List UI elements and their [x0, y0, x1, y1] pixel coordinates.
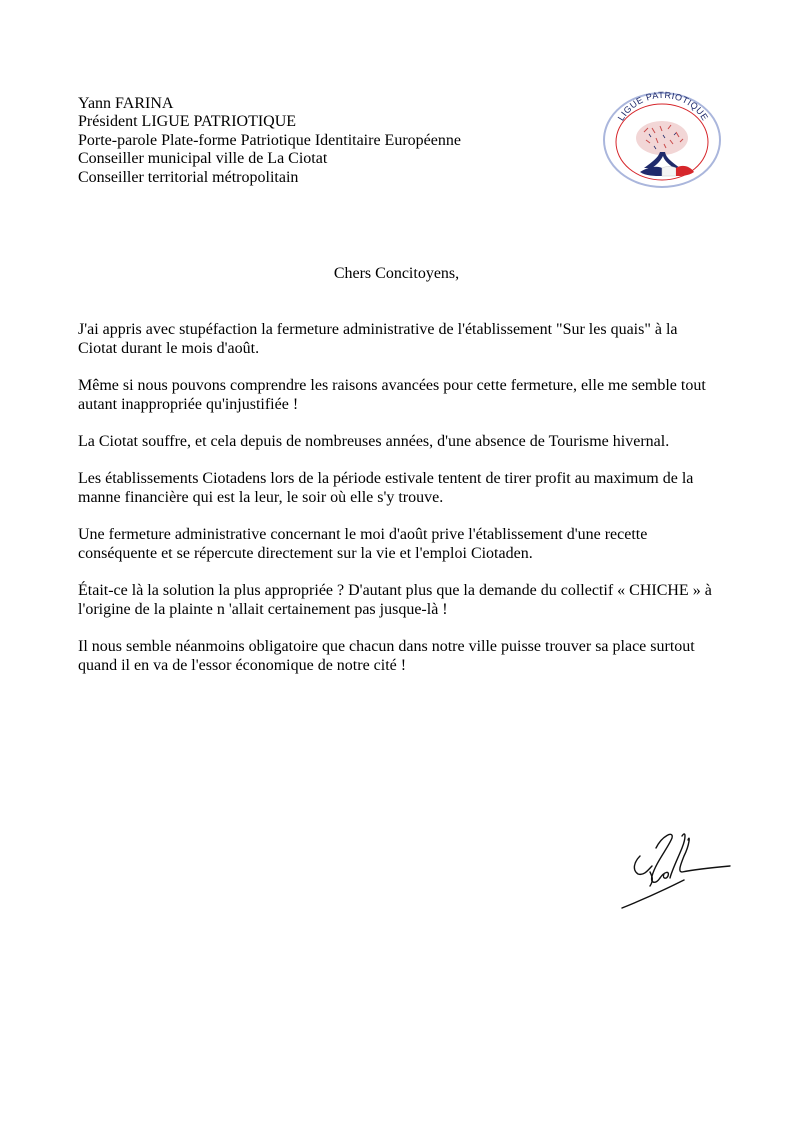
paragraph-reasons: [78, 376, 718, 414]
greeting: Chers Concitoyens,: [333, 265, 460, 282]
paragraph-impact: [78, 525, 718, 563]
paragraph-line: manne financière qui est la leur, le soir où elle s'y trouve.: [78, 489, 444, 506]
sender-title-president: Président LIGUE PATRIOTIQUE: [78, 113, 297, 131]
sender-name: Yann FARINA: [78, 95, 174, 112]
paragraph-line: Était-ce là la solution la plus appropriée ? D'autant plus que la demande du collectif « CHICHE » à: [78, 582, 712, 599]
signature: [612, 826, 742, 916]
paragraph-closure: [78, 320, 718, 358]
tree-tricolor-logo-icon: [600, 88, 725, 188]
paragraph-tourism: [78, 432, 718, 451]
logo-text: LIGUE PATRIOTIQUE: [615, 89, 711, 123]
paragraph-line: Il nous semble néanmoins obligatoire que chacun dans notre ville puisse trouver sa place surtout: [78, 638, 695, 655]
sender-title-territorial: Conseiller territorial métropolitain: [78, 168, 299, 186]
paragraph-line: conséquente et se répercute directement sur la vie et l'emploi Ciotaden.: [78, 545, 533, 562]
paragraph-line: quand il en va de l'essor économique de notre cité !: [78, 657, 407, 674]
paragraph-line: Même si nous pouvons comprendre les raisons avancées pour cette fermeture, elle me semble tout: [78, 377, 706, 394]
paragraph-question: [78, 581, 718, 619]
paragraph-line: Une fermeture administrative concernant le moi d'août prive l'établissement d'une recette: [78, 526, 648, 543]
paragraph-line: autant inappropriée qu'injustifiée !: [78, 396, 299, 413]
sender-block: [78, 95, 461, 187]
handwritten-signature-icon: [612, 826, 742, 916]
sender-title-spokesperson: Porte-parole Plate-forme Patriotique Identitaire Européenne: [78, 131, 461, 149]
paragraph-line: Ciotat durant le mois d'août.: [78, 340, 260, 357]
paragraph-line: J'ai appris avec stupéfaction la fermeture administrative de l'établissement "Sur les quais" à la: [78, 321, 678, 338]
letter-body: [78, 320, 718, 693]
paragraph-line: La Ciotat souffre, et cela depuis de nombreuses années, d'une absence de Tourisme hivernal.: [78, 433, 670, 450]
ligue-patriotique-logo: [600, 88, 725, 188]
paragraph-establishments: [78, 469, 718, 507]
paragraph-conclusion: [78, 637, 718, 675]
paragraph-line: Les établissements Ciotadens lors de la période estivale tentent de tirer profit au maximum de la: [78, 470, 694, 487]
paragraph-line: l'origine de la plainte n 'allait certainement pas jusque-là !: [78, 601, 448, 618]
sender-title-municipal: Conseiller municipal ville de La Ciotat: [78, 150, 328, 168]
